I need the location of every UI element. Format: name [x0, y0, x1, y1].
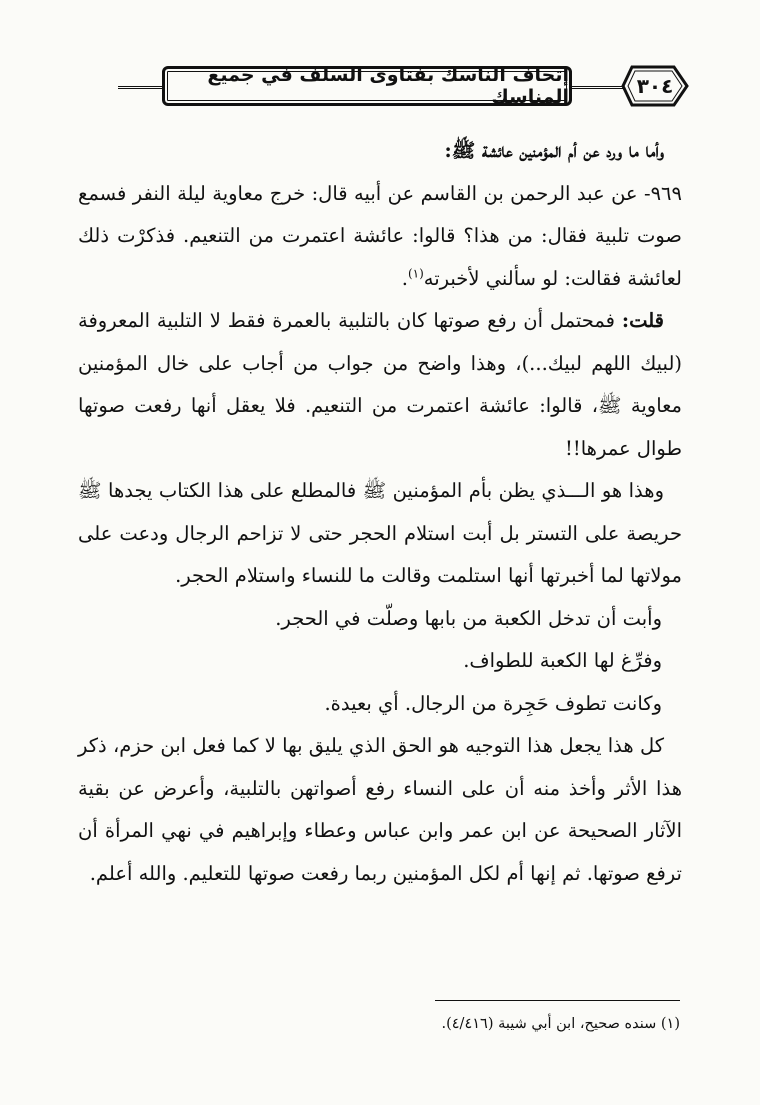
- paragraph-wahadha: وهذا هو الـــذي يظن بأم المؤمنين ﷺ فالمطلع على هذا الكتاب يجدها ﷺ حريصة على التستر بل أبت استلام الحجر حتى لا تزاحم الرجال ودعت على مولاتها لما أخبرتها أنها استلمت وقالت ما للنساء واستلام الحجر.: [78, 479, 682, 587]
- paragraph-kull: كل هذا يجعل هذا التوجيه هو الحق الذي يليق بها لا كما فعل ابن حزم، ذكر هذا الأثر وأخذ منه أن على النساء رفع أصواتهن بالتلبية، وأعرض عن بقية الآثار الصحيحة عن ابن عمر وابن عباس وعطاء وإبراهيم في نهي المرأة أن ترفع صوتها. ثم إنها أم لكل المؤمنين ربما رفعت صوتها للتعليم. والله أعلم.: [78, 734, 682, 885]
- page-number: ٣٠٤: [636, 74, 674, 98]
- section-heading: وأما ما ورد عن أم المؤمنين عائشة ﷺ:: [444, 139, 664, 162]
- page-number-box: [620, 64, 690, 108]
- line-abat: وأبت أن تدخل الكعبة من بابها وصلّت في الحجر.: [275, 606, 662, 630]
- book-title: إتحاف الناسك بفتاوى السلف في جميع المناسك: [207, 64, 569, 108]
- footnote-marker: (١): [407, 266, 424, 280]
- hadith-969-text: ٩٦٩- عن عبد الرحمن بن القاسم عن أبيه قال: خرج معاوية ليلة النفر فسمع صوت تلبية فقال: من هذا؟ قالوا: عائشة اعتمرت من التنعيم. فذكرْت ذلك لعائشة فقالت: لو سألني لأخبرته: [78, 181, 682, 290]
- hadith-969-end: .: [401, 266, 408, 290]
- main-text: [78, 130, 682, 895]
- footnote-separator: [435, 1000, 680, 1001]
- header-rule-right: [570, 86, 624, 89]
- qult-label: قلت:: [621, 309, 664, 332]
- hadith-969: [78, 173, 682, 301]
- header-rule-left: [118, 86, 164, 89]
- line-kanat: وكانت تطوف حَجِرة من الرجال. أي بعيدة.: [324, 691, 662, 715]
- qult-paragraph: [78, 300, 682, 470]
- qult-text: فمحتمل أن رفع صوتها كان بالتلبية بالعمرة فقط لا التلبية المعروفة (لبيك اللهم لبيك...)، وهذا واضح من جواب من أجاب على خال المؤمنين معاوية ﷺ، قالوا: عائشة اعتمرت من التنعيم. فلا يعقل أنها رفعت صوتها طوال عمرها!!: [78, 309, 682, 460]
- book-title-box: [162, 66, 572, 106]
- page-header: [118, 62, 690, 114]
- footnote: (١) سنده صحيح، ابن أبي شيبة (٤/٤١٦).: [441, 1016, 680, 1032]
- line-farragh: وفرِّغ لها الكعبة للطواف.: [463, 649, 662, 672]
